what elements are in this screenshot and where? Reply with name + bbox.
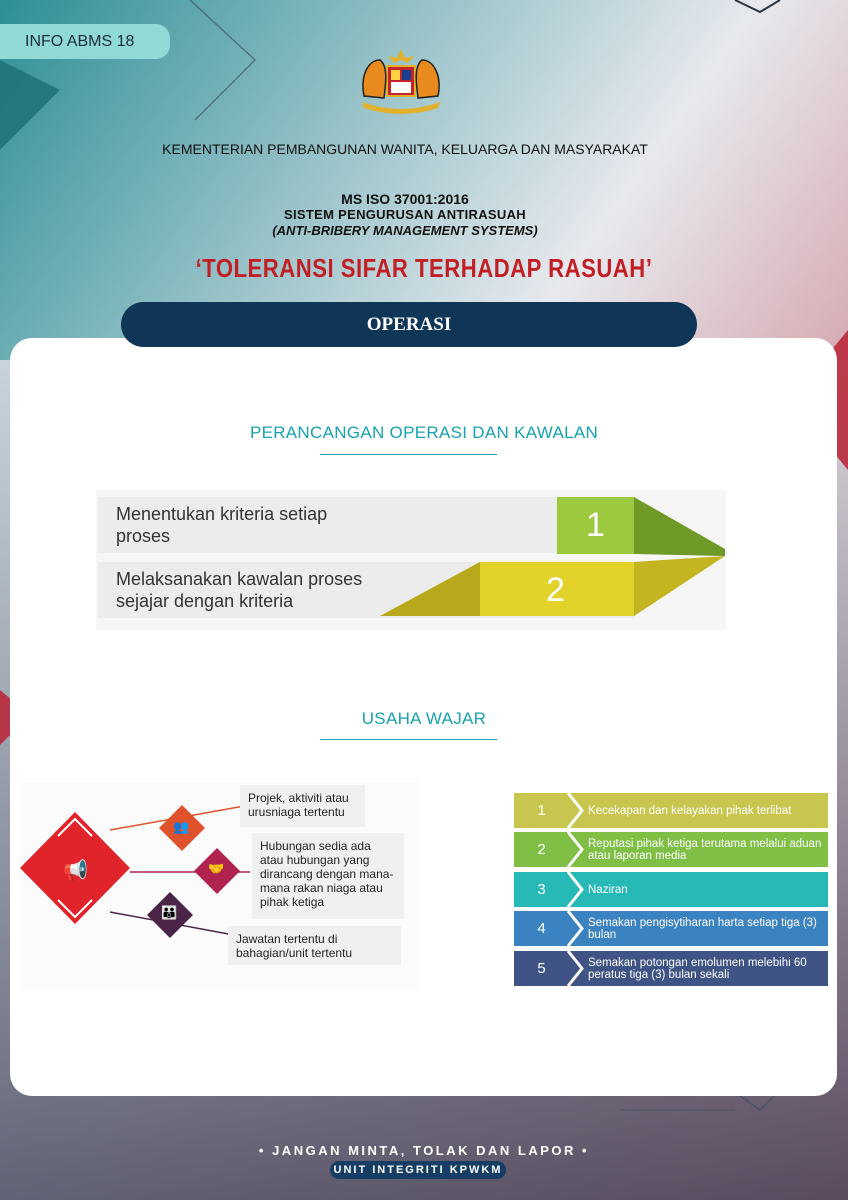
chevron-right-icon: [564, 832, 586, 867]
coat-of-arms-logo: [354, 46, 448, 116]
diligence-label-2: Hubungan sedia ada atau hubungan yang dirancang dengan mana-mana rakan niaga atau pihak ketiga: [252, 833, 404, 919]
chevron-right-icon: [564, 951, 586, 986]
due-diligence-underline: [320, 739, 497, 740]
diligence-item-5-text: Semakan potongan emolumen melebihi 60 peratus tiga (3) bulan sekali: [588, 956, 807, 981]
chevron-right-icon: [564, 793, 586, 828]
diligence-item-2: [514, 832, 828, 867]
diligence-item-5-number: 5: [537, 960, 546, 977]
section-banner: OPERASI: [121, 302, 697, 347]
step-1-text: Menentukan kriteria setiap proses: [116, 504, 328, 546]
footer-unit: UNIT INTEGRITI KPWKM: [330, 1161, 506, 1179]
planning-title: PERANCANGAN OPERASI DAN KAWALAN: [249, 423, 599, 442]
diligence-item-3-number: 3: [537, 881, 546, 898]
diligence-item-2-text: Reputasi pihak ketiga terutama melalui aduan atau laporan media: [588, 837, 822, 862]
due-diligence-title: USAHA WAJAR: [361, 709, 487, 728]
system-name-english: (ANTI-BRIBERY MANAGEMENT SYSTEMS): [272, 223, 538, 238]
planning-underline: [320, 454, 497, 455]
diligence-item-1-number: 1: [537, 802, 546, 819]
chevron-right-icon: [564, 872, 586, 907]
diligence-label-3: Jawatan tertentu di bahagian/unit tertentu: [228, 926, 401, 965]
diligence-item-1-text: Kecekapan dan kelayakan pihak terlibat: [588, 804, 792, 817]
chevron-right-icon: [564, 911, 586, 946]
handshake-icon: 🤝: [208, 861, 225, 876]
diligence-item-4: [514, 911, 828, 946]
people-icon: 👥: [173, 819, 190, 834]
megaphone-icon: 📢: [63, 860, 88, 882]
iso-standard: MS ISO 37001:2016: [341, 191, 469, 207]
diligence-item-2-number: 2: [537, 841, 546, 858]
step-2-text: Melaksanakan kawalan proses sejajar dengan kriteria: [116, 569, 363, 611]
diligence-item-4-text: Semakan pengisytiharan harta setiap tiga (3) bulan: [588, 916, 817, 941]
ministry-name: KEMENTERIAN PEMBANGUNAN WANITA, KELUARGA DAN MASYARAKAT: [162, 141, 648, 157]
diligence-item-4-number: 4: [537, 920, 546, 937]
diligence-label-1: Projek, aktiviti atau urusniaga tertentu: [240, 785, 365, 827]
diligence-item-3: [514, 872, 828, 907]
info-tag: INFO ABMS 18: [0, 24, 170, 59]
diligence-item-1: [514, 793, 828, 828]
system-name: SISTEM PENGURUSAN ANTIRASUAH: [284, 207, 526, 222]
diligence-item-5: [514, 951, 828, 986]
step-2-number: 2: [546, 571, 565, 609]
diligence-item-3-text: Naziran: [588, 883, 628, 896]
group-icon: 👪: [161, 905, 178, 920]
footer-slogan: • JANGAN MINTA, TOLAK DAN LAPOR •: [258, 1143, 590, 1158]
slogan: ‘TOLERANSI SIFAR TERHADAP RASUAH’: [195, 253, 653, 283]
step-1-number: 1: [586, 506, 605, 544]
